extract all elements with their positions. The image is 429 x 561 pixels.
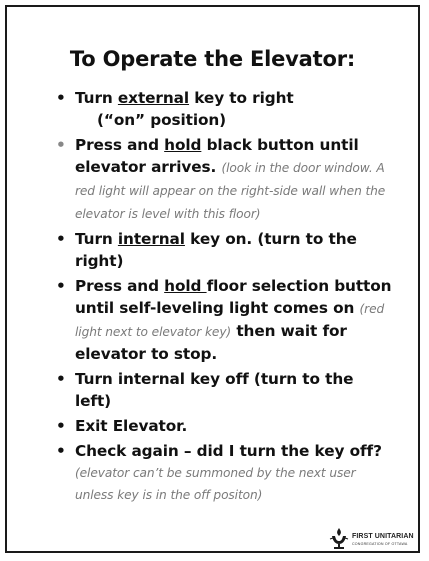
bullet-icon: • — [56, 89, 66, 107]
step-text: floor selection button until self-leveling light comes on — [75, 277, 392, 317]
page-title: To Operate the Elevator: — [69, 47, 356, 71]
logo-name: FIRST UNITARIAN — [352, 533, 414, 540]
bullet-icon: • — [56, 136, 66, 154]
step-text: black button until elevator arrives. — [75, 136, 359, 176]
step-text: Check again – did I turn the key off? — [75, 442, 382, 460]
step-text: key on. (turn to the right) — [75, 230, 357, 270]
step-1 — [7, 87, 422, 131]
step-continuation: (“on” position) — [97, 111, 227, 129]
step-5 — [7, 368, 422, 412]
step-6 — [7, 415, 422, 437]
step-emphasis: internal — [117, 230, 185, 248]
step-note: (elevator can’t be summoned by the next user unless key is in the off positon) — [75, 466, 356, 502]
step-text: Turn — [75, 230, 118, 248]
step-note: (red light next to elevator key) — [75, 302, 385, 339]
step-7 — [7, 440, 422, 506]
bullet-icon: • — [56, 417, 66, 435]
step-text: Turn internal key off (turn to the left) — [75, 370, 354, 410]
logo-subtitle: CONGREGATION OF OTTAWA — [352, 542, 408, 546]
step-text: Press and — [75, 136, 165, 154]
bullet-icon: • — [56, 442, 66, 460]
step-note: (look in the door window. A red light will appear on the right-side wall when the elevator is level with this floor) — [75, 161, 386, 221]
step-emphasis: hold — [164, 277, 207, 295]
bullet-icon: • — [56, 277, 66, 295]
step-3 — [7, 228, 422, 272]
chalice-icon — [329, 527, 349, 551]
step-text: then wait for elevator to stop. — [75, 322, 347, 363]
step-text: key to right — [189, 89, 294, 107]
step-4 — [7, 275, 422, 365]
step-2 — [7, 134, 422, 225]
step-emphasis: external — [117, 89, 190, 107]
instruction-list — [7, 87, 422, 509]
bullet-icon: • — [56, 370, 66, 388]
step-text: Press and — [75, 277, 165, 295]
congregation-logo — [325, 527, 415, 553]
step-text: Exit Elevator. — [75, 417, 188, 435]
step-emphasis: hold — [164, 136, 202, 154]
step-text: Turn — [75, 89, 118, 107]
sign-frame — [5, 5, 420, 553]
bullet-icon: • — [56, 230, 66, 248]
